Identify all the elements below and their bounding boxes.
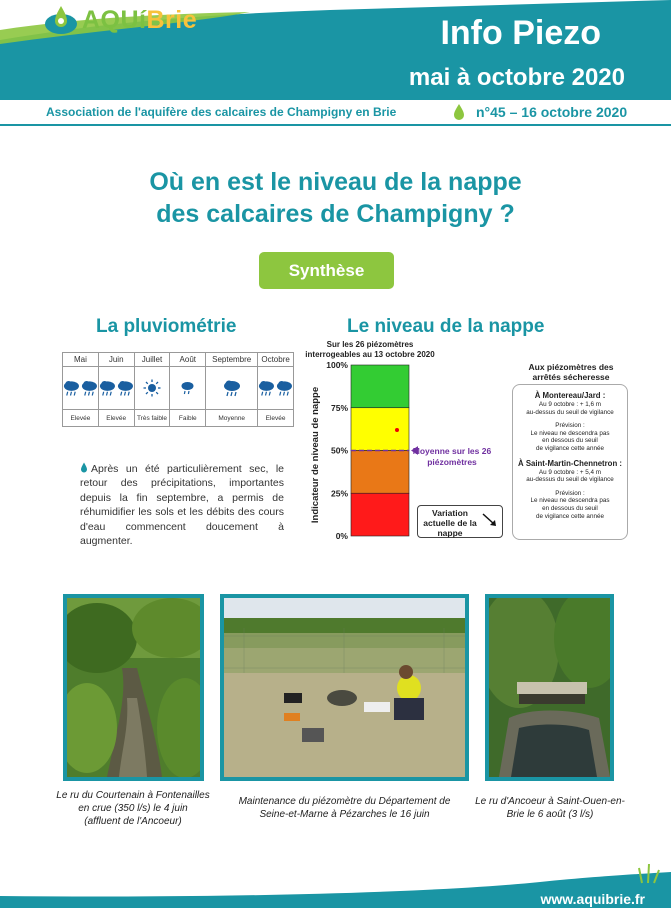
synthese-button[interactable]: Synthèse: [259, 252, 394, 289]
forecast-line: de vigilance cette année: [536, 444, 604, 452]
month-cell: Mai: [63, 353, 99, 367]
forecast-line: Le niveau ne descendra pas: [530, 429, 610, 437]
rainfall-levels-row: [63, 410, 294, 427]
level-cell: Très faible: [134, 410, 170, 427]
caption-line: (affluent de l'Ancoeur): [84, 816, 182, 827]
weather-cell: [63, 367, 99, 410]
subheader-bar: [0, 100, 671, 126]
weather-cell: [170, 367, 206, 410]
gauge-band: [351, 493, 409, 536]
month-cell: Août: [170, 353, 206, 367]
caption-line: Le ru d'Ancoeur à Saint-Ouen-en-: [475, 796, 625, 807]
light-rain-icon: [181, 381, 194, 395]
rain-cloud-icon: [81, 379, 98, 397]
y-axis-label: Indicateur de niveau de nappe: [310, 386, 321, 524]
weather-cell: [134, 367, 170, 410]
pluviometrie-title: La pluviométrie: [96, 316, 237, 337]
pluviometrie-text: Après un été particulièrement sec, le retour des précipitations, importantes depuis la fin septembre, a permis de réhumidifier les sols et les débits des cours d'eau commencent doucement à augmenter.: [80, 463, 284, 548]
photo-maintenance: [220, 594, 469, 781]
station-line: au-dessus du seuil de vigilance: [526, 408, 614, 416]
association-name: Association de l'aquifère des calcaires de Champigny en Brie: [46, 105, 397, 119]
caption-line: Seine-et-Marne à Pézarches le 16 juin: [259, 809, 430, 820]
forecast-title: Prévision :: [555, 422, 585, 430]
blue-drop-icon: [80, 462, 88, 473]
rainfall-months-row: [63, 353, 294, 367]
photo-caption-1: [46, 789, 220, 828]
headline-line-1: Où en est le niveau de la nappe: [149, 168, 522, 196]
sun-icon: [143, 379, 161, 397]
headline-line-2: des calcaires de Champigny ?: [156, 200, 515, 228]
logo-accent: Brie: [146, 5, 198, 34]
month-cell: Juillet: [134, 353, 170, 367]
chart-caption: Sur les 26 piézomètres interrogeables au 13 octobre 2020: [305, 340, 435, 359]
rain-cloud-icon: [63, 379, 80, 397]
caption-line: Maintenance du piézomètre du Département de: [238, 796, 451, 807]
nappe-title: Le niveau de la nappe: [347, 316, 545, 337]
variation-box: [417, 505, 503, 538]
level-cell: Faible: [170, 410, 206, 427]
photo-caption-3: [472, 795, 628, 821]
gauge-band: [351, 365, 409, 408]
newsletter-period: mai à octobre 2020: [408, 64, 625, 91]
pluviometrie-paragraph: [80, 462, 284, 548]
rain-cloud-icon: [276, 379, 293, 397]
photo-ancoeur: [485, 594, 614, 781]
rain-cloud-icon: [99, 379, 116, 397]
forecast-line: en dessous du seuil: [542, 504, 598, 512]
average-label: Moyenne sur les 26 piézomètres: [412, 446, 492, 467]
caption-line: en crue (350 l/s) le 4 juin: [78, 803, 188, 814]
level-cell: Moyenne: [206, 410, 258, 427]
month-cell: Juin: [98, 353, 134, 367]
main-headline: [0, 166, 671, 230]
rain-cloud-icon: [117, 379, 134, 397]
gauge-tick-label: 0%: [335, 531, 348, 541]
photo-courtenain: [63, 594, 204, 781]
level-cell: Elevée: [63, 410, 99, 427]
caption-line: Le ru du Courtenain à Fontenailles: [56, 790, 210, 801]
logo-main: AQUí: [82, 5, 147, 34]
month-cell: Septembre: [206, 353, 258, 367]
station-line: Au 9 octobre : + 1,6 m: [538, 401, 602, 408]
station-name: À Montereau/Jard :: [534, 391, 606, 400]
secheresse-title: Aux piézomètres des arrêtés sécheresse: [528, 362, 614, 382]
water-drop-logo-icon: [44, 4, 78, 36]
station-name: À Saint-Martin-Chennetron :: [518, 458, 622, 468]
nappe-level-gauge: [306, 355, 418, 543]
forecast-title: Prévision :: [555, 489, 585, 497]
secheresse-box: [512, 384, 628, 540]
variation-label: Variation actuelle de la nappe: [423, 508, 477, 538]
gauge-band: [351, 451, 409, 494]
grass-sprout-icon: [636, 862, 666, 884]
gauge-tick-label: 50%: [330, 445, 348, 456]
gauge-tick-label: 25%: [330, 488, 348, 499]
logo-text: [82, 6, 197, 35]
rainfall-table: [62, 352, 294, 427]
newsletter-title: Info Piezo: [440, 14, 601, 52]
weather-cell: [206, 367, 258, 410]
forecast-line: de vigilance cette année: [536, 512, 604, 520]
caption-line: Brie le 6 août (3 l/s): [506, 809, 594, 820]
weather-cell: [258, 367, 294, 410]
level-cell: Elevée: [258, 410, 294, 427]
rain-cloud-icon: [223, 379, 241, 397]
forecast-line: Le niveau ne descendra pas: [530, 497, 610, 505]
aquibrie-logo[interactable]: [44, 4, 197, 36]
weather-cell: [98, 367, 134, 410]
month-cell: Octobre: [258, 353, 294, 367]
photo-caption-2: [212, 795, 477, 821]
level-cell: Elevée: [98, 410, 134, 427]
station-line: au-dessus du seuil de vigilance: [526, 476, 614, 484]
current-level-dot: [395, 428, 399, 432]
river-photo: [489, 598, 610, 777]
forecast-line: en dessous du seuil: [542, 437, 598, 445]
station-line: Au 9 octobre : + 5,4 m: [538, 468, 602, 476]
issue-number: n°45 – 16 octobre 2020: [476, 104, 628, 120]
gauge-tick-label: 100%: [326, 360, 348, 370]
gauge-tick-label: 75%: [330, 402, 348, 413]
green-drop-icon: [452, 103, 466, 121]
maintenance-photo: [224, 598, 465, 777]
rain-cloud-icon: [258, 379, 275, 397]
gauge-band: [351, 408, 409, 451]
down-right-arrow-icon: [482, 513, 498, 527]
rainfall-icons-row: [63, 367, 294, 410]
stream-photo: [67, 598, 200, 777]
website-link[interactable]: www.aquibrie.fr: [540, 891, 645, 907]
